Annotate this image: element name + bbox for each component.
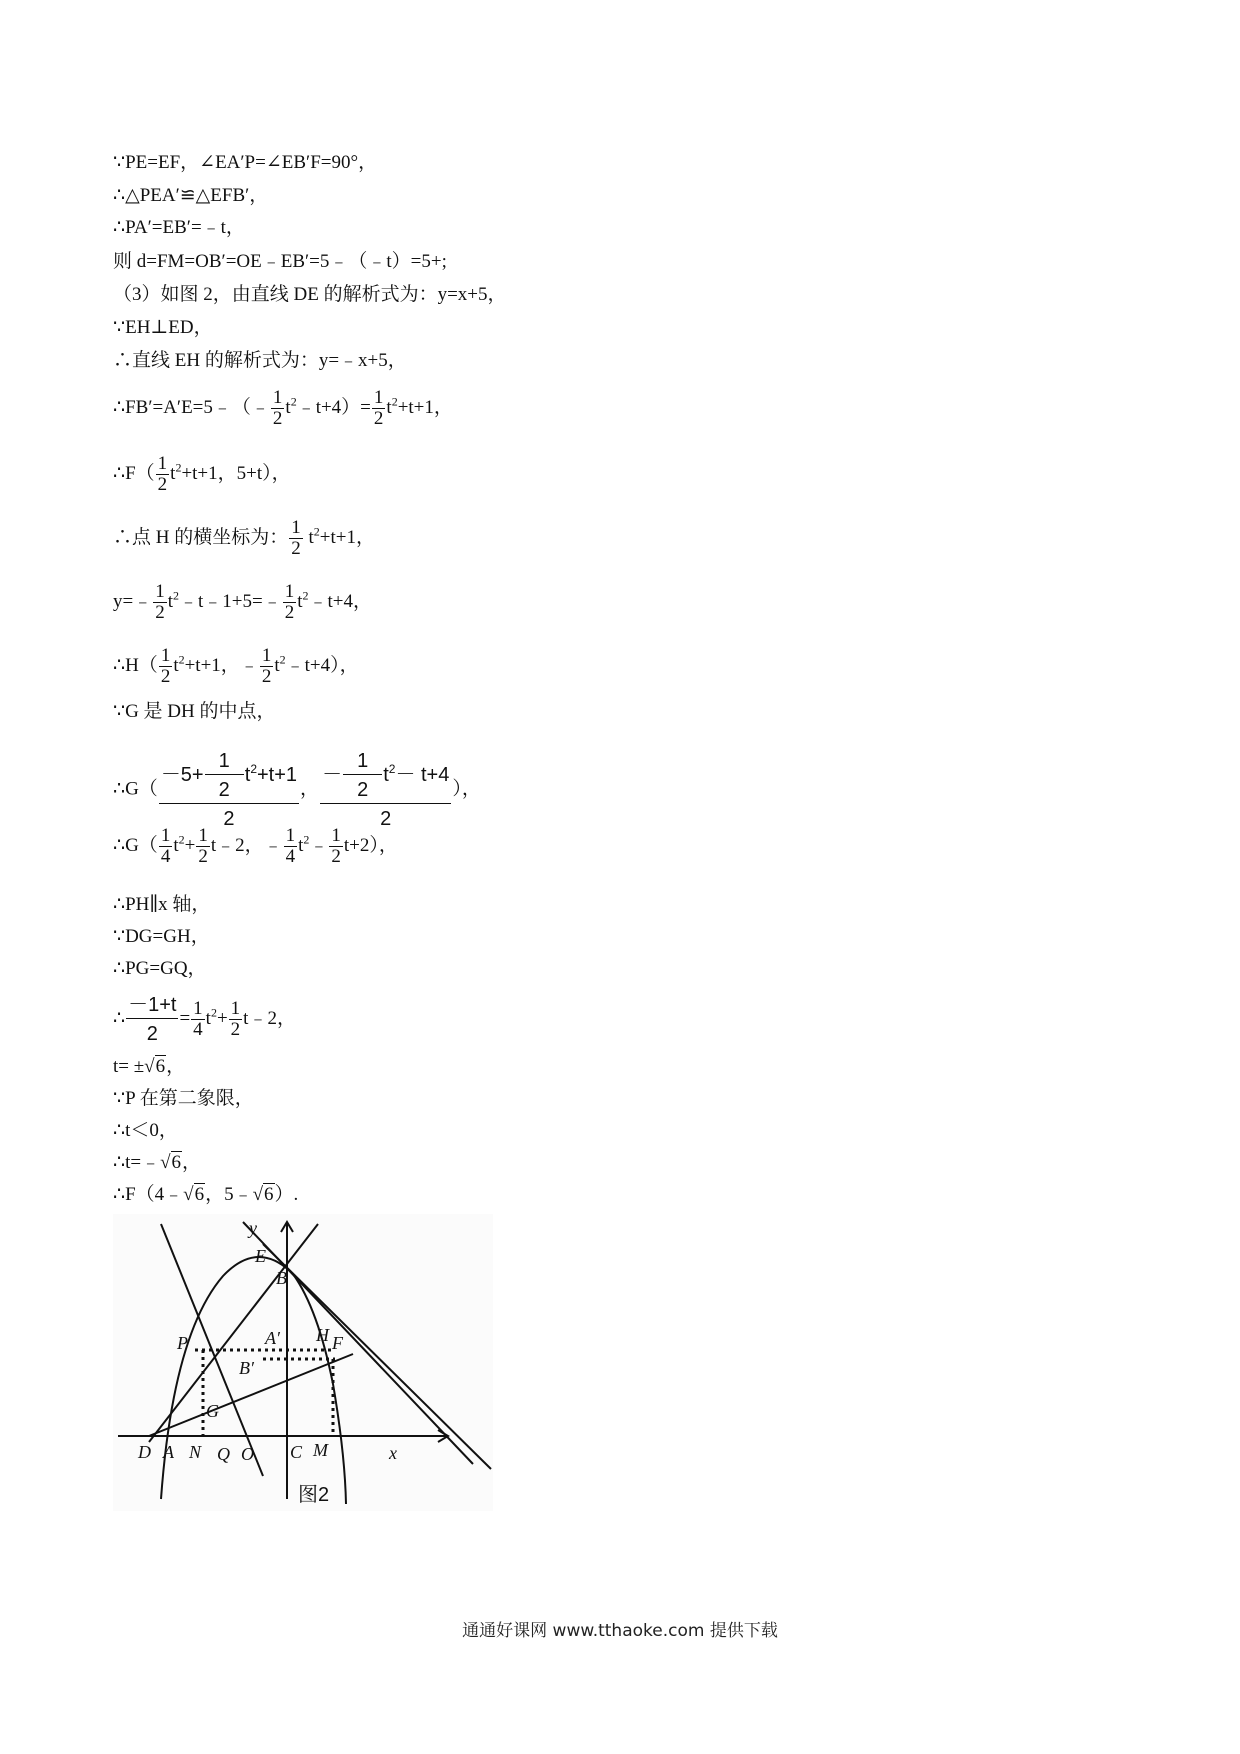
line-3: ∴PA′=EB′=﹣t， xyxy=(113,217,245,238)
line-24: ∴F（4﹣√6，5﹣√6）. xyxy=(113,1184,299,1205)
label-p: P xyxy=(177,1333,188,1353)
line-16: ∴PH∥x 轴， xyxy=(113,894,211,915)
fraction: $\frac{1}{2}$ xyxy=(291,517,301,559)
line-20: t= ±√6， xyxy=(113,1056,186,1077)
square-root: √6 xyxy=(144,1056,166,1077)
label-a: A xyxy=(163,1442,174,1462)
footer-text: 通通好课网 www.tthaoke.com 提供下载 xyxy=(462,1621,778,1641)
square-root: √6 xyxy=(160,1152,182,1173)
label-x: x xyxy=(389,1443,397,1463)
figure-svg xyxy=(113,1214,493,1511)
fraction-big: $\frac{-1+t}{2}$ xyxy=(128,994,177,1045)
fraction: $\frac{1}{2}$ xyxy=(373,387,384,429)
geometry-figure xyxy=(113,1214,493,1511)
label-h: H xyxy=(316,1325,329,1345)
line-9: ∴F（ $\frac{1}{2}$ $t^2+t+1$，5+t）， xyxy=(113,453,291,495)
label-b: B xyxy=(276,1268,287,1288)
label-m: M xyxy=(313,1440,328,1460)
line-1: ∵PE=EF，∠EA′P=∠EB′F=90°， xyxy=(113,152,378,173)
label-q: Q xyxy=(217,1444,230,1464)
label-n: N xyxy=(189,1442,202,1462)
line-11: y=﹣ $\frac{1}{2}$ $t^2﹣t﹣1+5=﹣$ $\frac{1}{2}$ $t^2﹣t+4$， xyxy=(113,581,372,623)
label-y: y xyxy=(249,1218,257,1238)
line-15: ∴G（ $\frac{1}{4}$ $t^2+$ $\frac{1}{2}$ t﹣2，﹣ $\frac{1}{4}$ $t^2﹣$ $\frac{1}{2}$ t+2）， xyxy=(113,825,398,867)
label-g: G xyxy=(206,1401,219,1421)
line-5: （3）如图 2，由直线 DE 的解析式为：y=x+5， xyxy=(113,284,507,305)
fraction: $\frac{1}{2}$ xyxy=(205,748,244,803)
line-12: ∴H（ $\frac{1}{2}$ $t^2+t+1$，﹣ $\frac{1}{2}$ $t^2﹣t+4$）， xyxy=(113,645,359,687)
fraction: $\frac{1}{2}$ xyxy=(284,581,295,623)
label-f: F xyxy=(332,1333,343,1353)
fraction: $\frac{1}{2}$ xyxy=(261,645,272,687)
line-13: ∵G 是 DH 的中点， xyxy=(113,701,276,722)
label-e: E xyxy=(255,1246,266,1266)
fraction: $\frac{1}{2}$ xyxy=(160,645,171,687)
fraction: $\frac{1}{2}$ xyxy=(331,825,341,867)
figure-caption: 图2 xyxy=(298,1484,330,1506)
fraction-big: － $\frac{1}{2}$ $t^2- t+4$ 2 xyxy=(322,750,450,830)
line-8: ∴FB′=A′E=5﹣（﹣ $\frac{1}{2}$ $t^2﹣t+4)=$ $\frac{1}{2}$ $t^2+t+1$， xyxy=(113,387,453,429)
label-b-prime: B′ xyxy=(239,1358,254,1378)
label-d: D xyxy=(138,1442,151,1462)
label-a-prime: A′ xyxy=(265,1328,280,1348)
line-18: ∴PG=GQ， xyxy=(113,958,207,979)
line-6: ∵EH⊥ED， xyxy=(113,317,213,338)
fraction: $\frac{1}{2}$ xyxy=(272,387,283,429)
square-root: √6 xyxy=(252,1184,274,1205)
fraction: $\frac{1}{2}$ xyxy=(230,998,241,1040)
line-17: ∵DG=GH， xyxy=(113,926,210,947)
line-7: ∴直线 EH 的解析式为：y=﹣x+5， xyxy=(113,350,407,371)
label-c: C xyxy=(290,1442,303,1462)
line-4: 则 d=FM=OB′=OE﹣EB′=5﹣（﹣t）=5+; xyxy=(113,251,447,272)
square-root: √6 xyxy=(183,1184,205,1205)
line-21: ∵P 在第二象限， xyxy=(113,1088,254,1109)
fraction: $\frac{1}{2}$ xyxy=(198,825,208,867)
fraction: $\frac{1}{2}$ xyxy=(343,748,382,803)
fraction-big: －5+ $\frac{1}{2}$ $t^2+t+1$ 2 xyxy=(160,750,298,830)
line-22: ∴t＜0， xyxy=(113,1120,178,1141)
line-19: ∴ $\frac{-1+t}{2}$ = $\frac{1}{4}$ $t^2+$ $\frac{1}{2}$ t﹣2， xyxy=(113,994,296,1045)
line-23: ∴t=﹣√6， xyxy=(113,1152,202,1173)
line-14: ∴G（ －5+ $\frac{1}{2}$ $t^2+t+1$ 2 ， － $\frac{1}{2}$ $t^2- t+4$ 2 ）， xyxy=(113,750,481,830)
fraction: $\frac{1}{4}$ xyxy=(160,825,171,867)
fraction: $\frac{1}{4}$ xyxy=(285,825,296,867)
line-10: ∴点 H 的横坐标为： $\frac{1}{2}$ $t^2+t+1$， xyxy=(113,517,375,559)
fraction: $\frac{1}{2}$ xyxy=(157,453,168,495)
fraction: $\frac{1}{4}$ xyxy=(193,998,203,1040)
fraction: $\frac{1}{2}$ xyxy=(155,581,165,623)
line-2: ∴△PEA′≌△EFB′， xyxy=(113,185,269,206)
label-o: O xyxy=(241,1444,254,1464)
